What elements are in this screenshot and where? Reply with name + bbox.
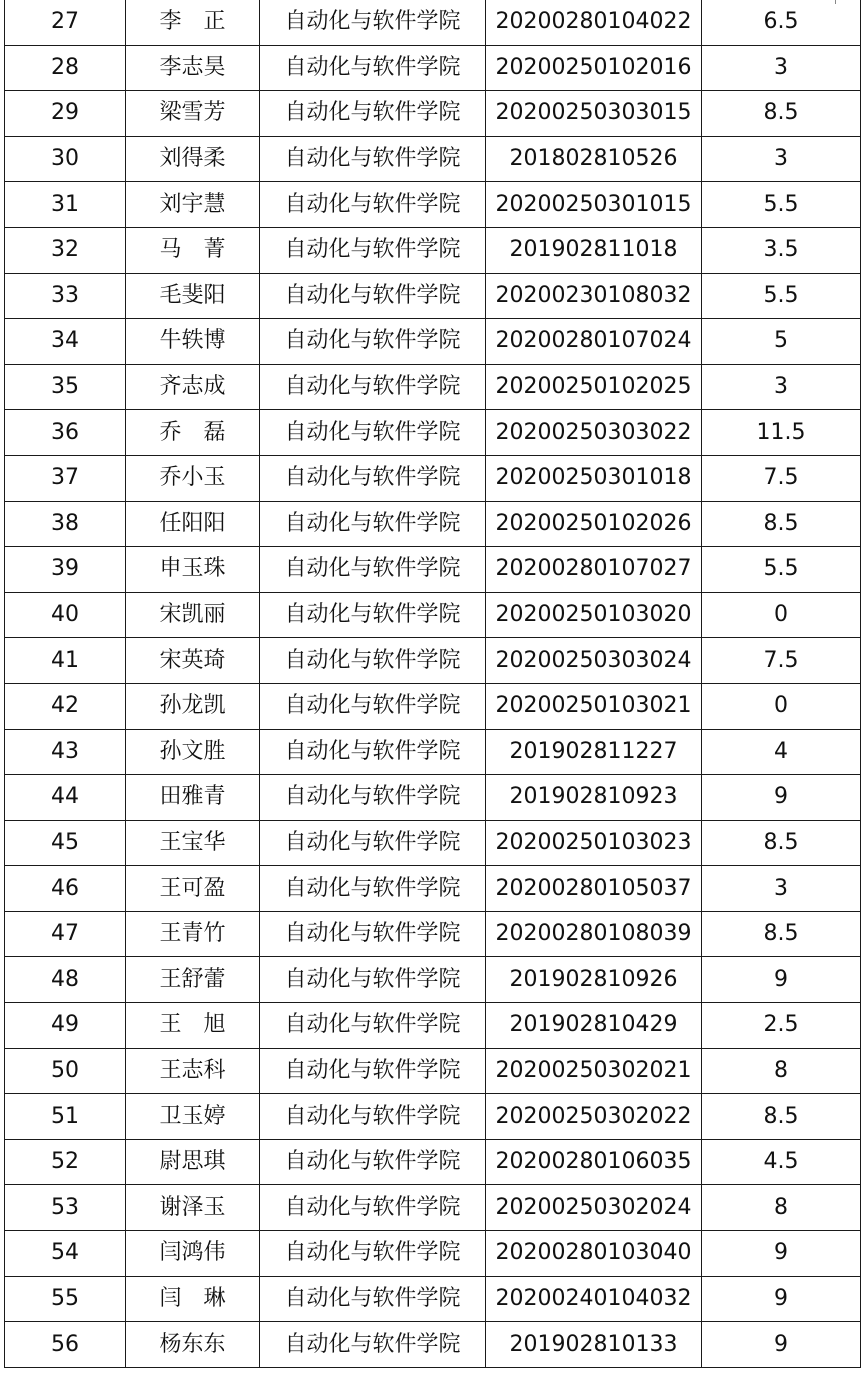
department-cell: 自动化与软件学院 bbox=[260, 866, 486, 912]
student-name-cell: 毛斐阳 bbox=[126, 273, 260, 319]
department-cell: 自动化与软件学院 bbox=[260, 1139, 486, 1185]
department-cell: 自动化与软件学院 bbox=[260, 136, 486, 182]
table-row bbox=[5, 91, 861, 137]
student-name-cell: 孙龙凯 bbox=[126, 683, 260, 729]
score-cell: 5 bbox=[702, 319, 861, 365]
student-id-cell: 20200250102026 bbox=[486, 501, 702, 547]
student-name-cell: 牛轶博 bbox=[126, 319, 260, 365]
table-row bbox=[5, 182, 861, 228]
row-number-cell: 46 bbox=[5, 866, 126, 912]
department-cell: 自动化与软件学院 bbox=[260, 273, 486, 319]
score-cell: 3 bbox=[702, 136, 861, 182]
table-row bbox=[5, 45, 861, 91]
row-number-cell: 51 bbox=[5, 1094, 126, 1140]
student-name-cell: 任阳阳 bbox=[126, 501, 260, 547]
score-cell: 9 bbox=[702, 1322, 861, 1368]
department-cell: 自动化与软件学院 bbox=[260, 729, 486, 775]
student-name-cell: 刘得柔 bbox=[126, 136, 260, 182]
student-name-cell: 宋凯丽 bbox=[126, 592, 260, 638]
department-cell: 自动化与软件学院 bbox=[260, 775, 486, 821]
department-cell: 自动化与软件学院 bbox=[260, 410, 486, 456]
student-id-cell: 20200250302024 bbox=[486, 1185, 702, 1231]
row-number-cell: 48 bbox=[5, 957, 126, 1003]
student-id-cell: 20200250102025 bbox=[486, 364, 702, 410]
table-row bbox=[5, 1185, 861, 1231]
score-cell: 8.5 bbox=[702, 91, 861, 137]
score-cell: 5.5 bbox=[702, 547, 861, 593]
score-cell: 8.5 bbox=[702, 820, 861, 866]
student-name-cell: 王宝华 bbox=[126, 820, 260, 866]
department-cell: 自动化与软件学院 bbox=[260, 455, 486, 501]
department-cell: 自动化与软件学院 bbox=[260, 45, 486, 91]
department-cell: 自动化与软件学院 bbox=[260, 911, 486, 957]
row-number-cell: 43 bbox=[5, 729, 126, 775]
table-row bbox=[5, 1048, 861, 1094]
table-row bbox=[5, 273, 861, 319]
score-cell: 8 bbox=[702, 1048, 861, 1094]
row-number-cell: 42 bbox=[5, 683, 126, 729]
department-cell: 自动化与软件学院 bbox=[260, 182, 486, 228]
student-id-cell: 201902810923 bbox=[486, 775, 702, 821]
table-row bbox=[5, 364, 861, 410]
department-cell: 自动化与软件学院 bbox=[260, 319, 486, 365]
table-row bbox=[5, 820, 861, 866]
row-number-cell: 27 bbox=[5, 0, 126, 45]
table-row bbox=[5, 729, 861, 775]
student-id-cell: 201902811227 bbox=[486, 729, 702, 775]
score-cell: 3.5 bbox=[702, 227, 861, 273]
score-cell: 7.5 bbox=[702, 455, 861, 501]
table-row bbox=[5, 1231, 861, 1277]
score-cell: 5.5 bbox=[702, 273, 861, 319]
table-row bbox=[5, 638, 861, 684]
student-name-cell: 谢泽玉 bbox=[126, 1185, 260, 1231]
row-number-cell: 36 bbox=[5, 410, 126, 456]
department-cell: 自动化与软件学院 bbox=[260, 1048, 486, 1094]
table-row bbox=[5, 501, 861, 547]
student-id-cell: 201902811018 bbox=[486, 227, 702, 273]
row-number-cell: 38 bbox=[5, 501, 126, 547]
table-row bbox=[5, 911, 861, 957]
table-row bbox=[5, 592, 861, 638]
score-cell: 11.5 bbox=[702, 410, 861, 456]
student-name-cell: 闫 琳 bbox=[126, 1276, 260, 1322]
table-body bbox=[5, 0, 861, 1367]
student-id-cell: 20200250303015 bbox=[486, 91, 702, 137]
table-row bbox=[5, 1139, 861, 1185]
score-cell: 7.5 bbox=[702, 638, 861, 684]
student-name-cell: 乔小玉 bbox=[126, 455, 260, 501]
row-number-cell: 52 bbox=[5, 1139, 126, 1185]
student-name-cell: 王志科 bbox=[126, 1048, 260, 1094]
student-id-cell: 20200250103021 bbox=[486, 683, 702, 729]
table-row bbox=[5, 547, 861, 593]
department-cell: 自动化与软件学院 bbox=[260, 1322, 486, 1368]
row-number-cell: 39 bbox=[5, 547, 126, 593]
student-id-cell: 20200250302022 bbox=[486, 1094, 702, 1140]
row-number-cell: 44 bbox=[5, 775, 126, 821]
student-id-cell: 20200250102016 bbox=[486, 45, 702, 91]
department-cell: 自动化与软件学院 bbox=[260, 820, 486, 866]
table-row bbox=[5, 1276, 861, 1322]
score-cell: 5.5 bbox=[702, 182, 861, 228]
row-number-cell: 54 bbox=[5, 1231, 126, 1277]
student-id-cell: 20200280105037 bbox=[486, 866, 702, 912]
score-cell: 8 bbox=[702, 1185, 861, 1231]
score-cell: 8.5 bbox=[702, 911, 861, 957]
student-name-cell: 李志昊 bbox=[126, 45, 260, 91]
row-number-cell: 31 bbox=[5, 182, 126, 228]
table-row bbox=[5, 1094, 861, 1140]
table-row bbox=[5, 455, 861, 501]
page-edge-mark bbox=[835, 0, 836, 4]
student-id-cell: 20200250302021 bbox=[486, 1048, 702, 1094]
department-cell: 自动化与软件学院 bbox=[260, 638, 486, 684]
department-cell: 自动化与软件学院 bbox=[260, 0, 486, 45]
department-cell: 自动化与软件学院 bbox=[260, 1276, 486, 1322]
department-cell: 自动化与软件学院 bbox=[260, 1185, 486, 1231]
score-cell: 2.5 bbox=[702, 1003, 861, 1049]
score-cell: 9 bbox=[702, 775, 861, 821]
student-id-cell: 20200250103020 bbox=[486, 592, 702, 638]
department-cell: 自动化与软件学院 bbox=[260, 1003, 486, 1049]
student-id-cell: 20200280104022 bbox=[486, 0, 702, 45]
department-cell: 自动化与软件学院 bbox=[260, 501, 486, 547]
row-number-cell: 47 bbox=[5, 911, 126, 957]
student-name-cell: 王青竹 bbox=[126, 911, 260, 957]
row-number-cell: 40 bbox=[5, 592, 126, 638]
student-id-cell: 20200250303024 bbox=[486, 638, 702, 684]
row-number-cell: 33 bbox=[5, 273, 126, 319]
student-name-cell: 乔 磊 bbox=[126, 410, 260, 456]
department-cell: 自动化与软件学院 bbox=[260, 1231, 486, 1277]
department-cell: 自动化与软件学院 bbox=[260, 592, 486, 638]
table-row bbox=[5, 1322, 861, 1368]
row-number-cell: 56 bbox=[5, 1322, 126, 1368]
student-id-cell: 20200250301015 bbox=[486, 182, 702, 228]
score-cell: 9 bbox=[702, 1276, 861, 1322]
student-name-cell: 孙文胜 bbox=[126, 729, 260, 775]
student-name-cell: 杨东东 bbox=[126, 1322, 260, 1368]
score-cell: 3 bbox=[702, 364, 861, 410]
student-name-cell: 李 正 bbox=[126, 0, 260, 45]
score-cell: 8.5 bbox=[702, 501, 861, 547]
student-id-cell: 20200250303022 bbox=[486, 410, 702, 456]
student-name-cell: 申玉珠 bbox=[126, 547, 260, 593]
table-row bbox=[5, 0, 861, 45]
department-cell: 自动化与软件学院 bbox=[260, 957, 486, 1003]
score-cell: 3 bbox=[702, 866, 861, 912]
score-cell: 4.5 bbox=[702, 1139, 861, 1185]
student-id-cell: 201802810526 bbox=[486, 136, 702, 182]
department-cell: 自动化与软件学院 bbox=[260, 547, 486, 593]
student-id-cell: 201902810429 bbox=[486, 1003, 702, 1049]
row-number-cell: 50 bbox=[5, 1048, 126, 1094]
student-id-cell: 20200250301018 bbox=[486, 455, 702, 501]
score-cell: 9 bbox=[702, 957, 861, 1003]
score-cell: 4 bbox=[702, 729, 861, 775]
row-number-cell: 34 bbox=[5, 319, 126, 365]
table-row bbox=[5, 683, 861, 729]
row-number-cell: 49 bbox=[5, 1003, 126, 1049]
student-name-cell: 闫鸿伟 bbox=[126, 1231, 260, 1277]
row-number-cell: 53 bbox=[5, 1185, 126, 1231]
department-cell: 自动化与软件学院 bbox=[260, 91, 486, 137]
student-name-cell: 刘宇慧 bbox=[126, 182, 260, 228]
student-name-cell: 马 菁 bbox=[126, 227, 260, 273]
student-id-cell: 20200250103023 bbox=[486, 820, 702, 866]
score-cell: 8.5 bbox=[702, 1094, 861, 1140]
student-score-table bbox=[4, 0, 861, 1368]
table-row bbox=[5, 136, 861, 182]
row-number-cell: 45 bbox=[5, 820, 126, 866]
table-row bbox=[5, 957, 861, 1003]
student-id-cell: 20200280107024 bbox=[486, 319, 702, 365]
student-id-cell: 201902810926 bbox=[486, 957, 702, 1003]
row-number-cell: 37 bbox=[5, 455, 126, 501]
row-number-cell: 55 bbox=[5, 1276, 126, 1322]
student-name-cell: 齐志成 bbox=[126, 364, 260, 410]
score-cell: 0 bbox=[702, 592, 861, 638]
student-id-cell: 20200280106035 bbox=[486, 1139, 702, 1185]
student-name-cell: 尉思琪 bbox=[126, 1139, 260, 1185]
student-name-cell: 田雅青 bbox=[126, 775, 260, 821]
table-row bbox=[5, 775, 861, 821]
score-cell: 0 bbox=[702, 683, 861, 729]
score-cell: 3 bbox=[702, 45, 861, 91]
student-name-cell: 王舒蕾 bbox=[126, 957, 260, 1003]
department-cell: 自动化与软件学院 bbox=[260, 364, 486, 410]
score-cell: 6.5 bbox=[702, 0, 861, 45]
student-id-cell: 20200280103040 bbox=[486, 1231, 702, 1277]
student-id-cell: 20200230108032 bbox=[486, 273, 702, 319]
table-row bbox=[5, 410, 861, 456]
student-id-cell: 201902810133 bbox=[486, 1322, 702, 1368]
row-number-cell: 35 bbox=[5, 364, 126, 410]
table-row bbox=[5, 227, 861, 273]
department-cell: 自动化与软件学院 bbox=[260, 683, 486, 729]
student-id-cell: 20200280108039 bbox=[486, 911, 702, 957]
row-number-cell: 29 bbox=[5, 91, 126, 137]
student-name-cell: 梁雪芳 bbox=[126, 91, 260, 137]
student-id-cell: 20200240104032 bbox=[486, 1276, 702, 1322]
student-name-cell: 王可盈 bbox=[126, 866, 260, 912]
student-name-cell: 卫玉婷 bbox=[126, 1094, 260, 1140]
table-row bbox=[5, 1003, 861, 1049]
row-number-cell: 32 bbox=[5, 227, 126, 273]
department-cell: 自动化与软件学院 bbox=[260, 227, 486, 273]
table-row bbox=[5, 866, 861, 912]
row-number-cell: 30 bbox=[5, 136, 126, 182]
document-page bbox=[4, 0, 860, 1368]
row-number-cell: 41 bbox=[5, 638, 126, 684]
row-number-cell: 28 bbox=[5, 45, 126, 91]
student-name-cell: 王 旭 bbox=[126, 1003, 260, 1049]
student-id-cell: 20200280107027 bbox=[486, 547, 702, 593]
table-row bbox=[5, 319, 861, 365]
score-cell: 9 bbox=[702, 1231, 861, 1277]
department-cell: 自动化与软件学院 bbox=[260, 1094, 486, 1140]
student-name-cell: 宋英琦 bbox=[126, 638, 260, 684]
